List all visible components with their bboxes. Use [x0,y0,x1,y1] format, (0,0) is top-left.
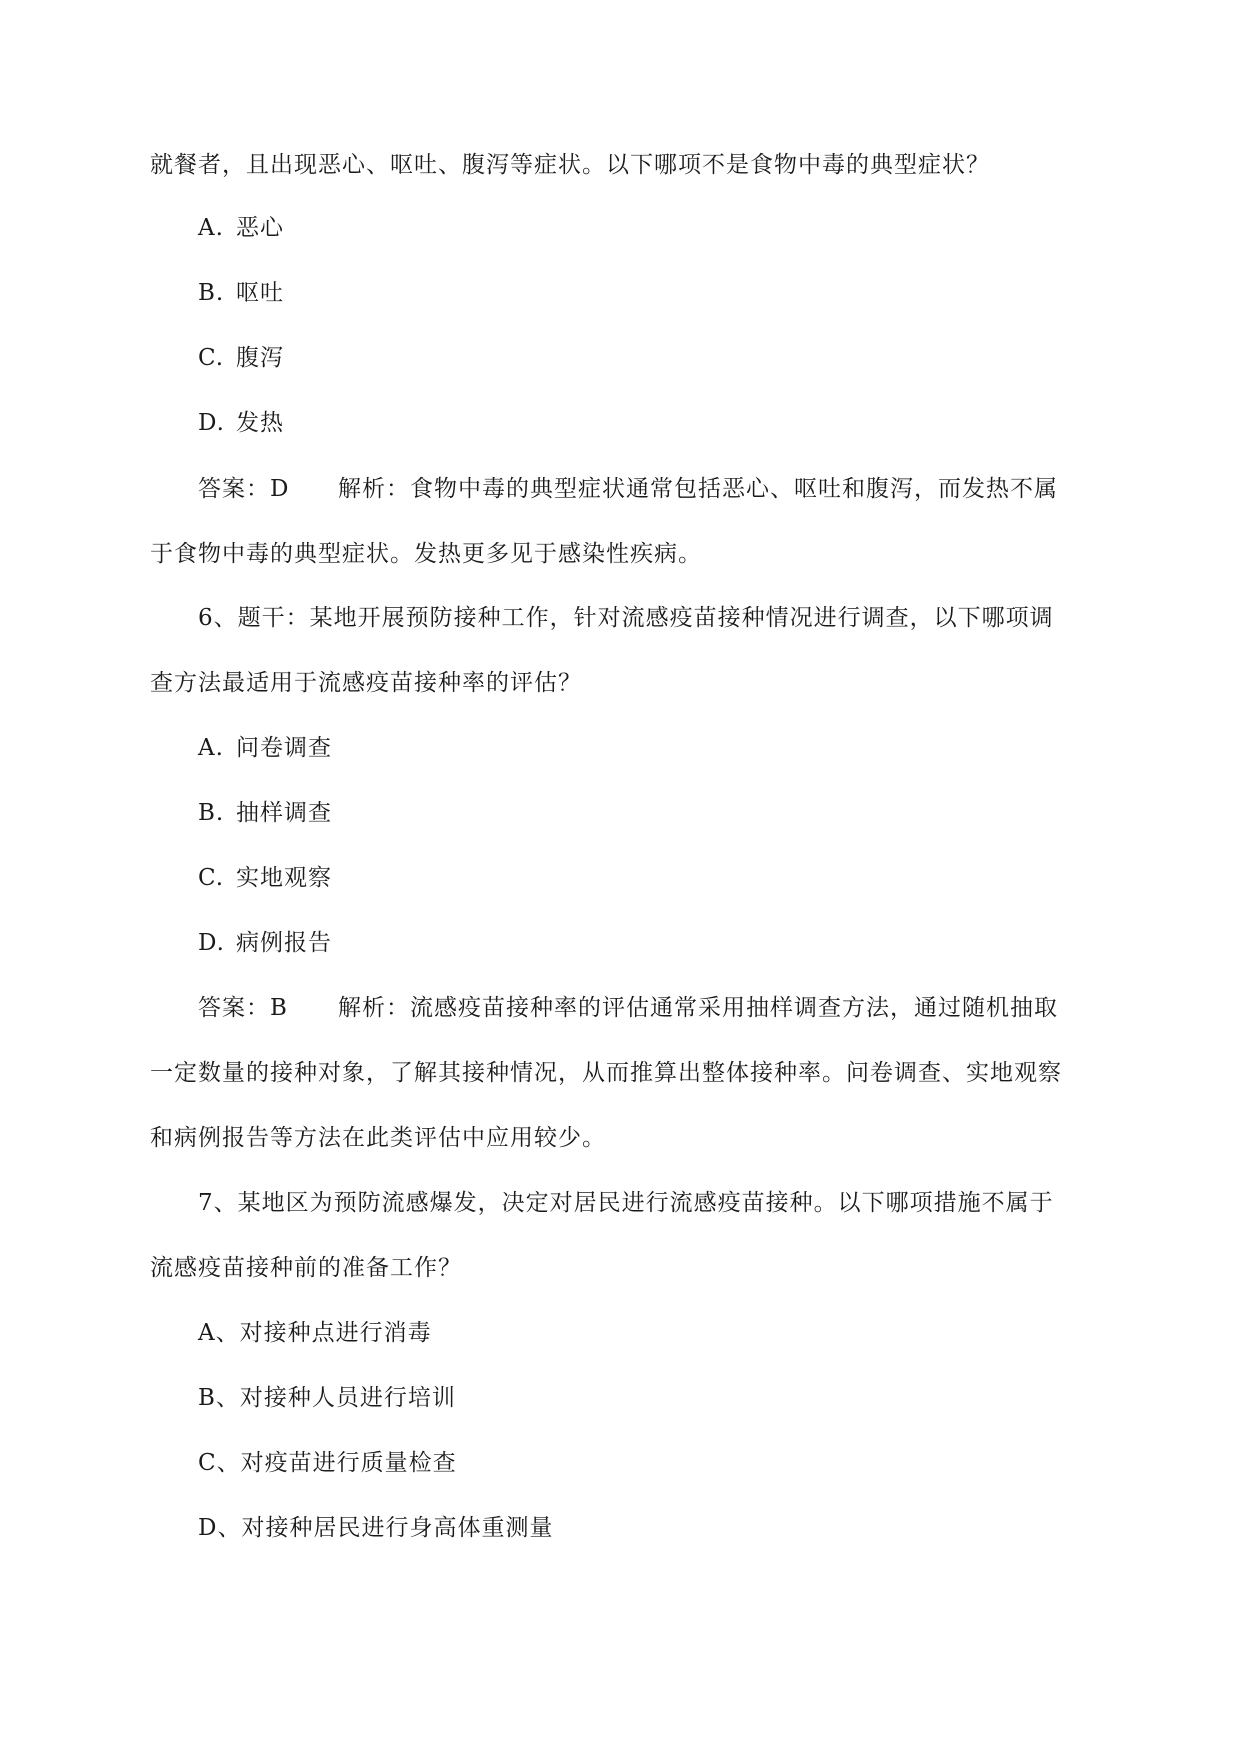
option-text: 实地观察 [236,865,332,891]
q6-option-d [198,928,332,958]
option-letter: C. [198,345,225,371]
q6-stem-line2: 查方法最适用于流感疫苗接种率的评估？ [150,670,582,696]
q7-option-d: D、对接种居民进行身高体重测量 [198,1515,554,1541]
q7-stem-line2: 流感疫苗接种前的准备工作？ [150,1255,462,1281]
q6-option-a [198,733,332,763]
q6-answer [198,993,1058,1023]
q6-option-b [198,798,332,828]
q6-stem-line1: 6、题干：某地开展预防接种工作，针对流感疫苗接种情况进行调查，以下哪项调 [198,605,1054,631]
analysis-text: 解析：流感疫苗接种率的评估通常采用抽样调查方法，通过随机抽取 [338,995,1058,1021]
q7-option-c: C、对疫苗进行质量检查 [198,1450,457,1476]
q6-analysis-line3: 和病例报告等方法在此类评估中应用较少。 [150,1125,606,1151]
q6-analysis-line2: 一定数量的接种对象，了解其接种情况，从而推算出整体接种率。问卷调查、实地观察 [150,1060,1062,1086]
option-text: 发热 [236,410,284,436]
option-letter: A. [198,735,224,761]
option-text: 恶心 [236,215,284,241]
q5-stem-tail: 就餐者，且出现恶心、呕吐、腹泻等症状。以下哪项不是食物中毒的典型症状？ [150,152,990,178]
q7-option-a: A、对接种点进行消毒 [198,1320,432,1346]
answer-label: 答案： [198,995,270,1021]
q5-answer [198,474,1058,504]
option-letter: B. [198,800,225,826]
answer-label: 答案： [198,476,270,502]
q7-stem-line1: 7、某地区为预防流感爆发，决定对居民进行流感疫苗接种。以下哪项措施不属于 [198,1190,1054,1216]
option-text: 腹泻 [236,345,284,371]
option-letter: D. [198,930,225,956]
q5-option-d [198,408,284,438]
q5-option-c [198,343,284,373]
answer-key: D [270,476,290,502]
q5-analysis-line2: 于食物中毒的典型症状。发热更多见于感染性疾病。 [150,541,702,567]
q5-option-b [198,278,284,308]
answer-key: B [270,995,288,1021]
option-text: 问卷调查 [236,735,332,761]
option-letter: C. [198,865,225,891]
option-letter: B. [198,280,225,306]
q6-option-c [198,863,332,893]
option-text: 抽样调查 [236,800,332,826]
option-letter: A. [198,215,224,241]
option-text: 病例报告 [236,930,332,956]
analysis-text: 解析：食物中毒的典型症状通常包括恶心、呕吐和腹泻，而发热不属 [338,476,1058,502]
q7-option-b: B、对接种人员进行培训 [198,1385,456,1411]
option-text: 呕吐 [236,280,284,306]
option-letter: D. [198,410,225,436]
q5-option-a [198,213,284,243]
